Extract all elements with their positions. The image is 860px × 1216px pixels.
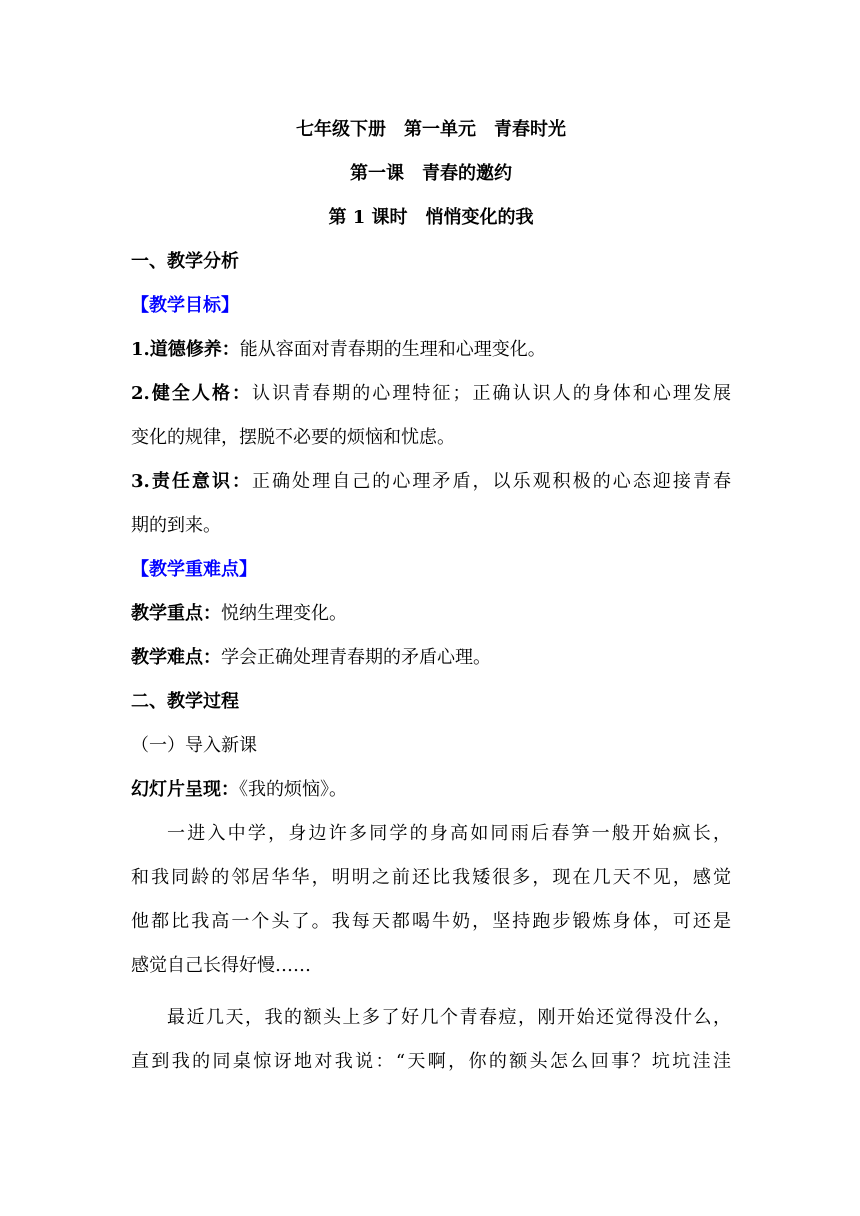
hard-point-text: 学会正确处理青春期的矛盾心理。 (221, 647, 491, 668)
slide-text: 《我的烦恼》。 (239, 779, 347, 800)
story-p1-line-1: 一进入中学，身边许多同学的身高如同雨后春笋一般开始疯长， (167, 823, 731, 844)
subsection-intro: （一）导入新课 (131, 735, 257, 756)
slide-line (131, 768, 731, 812)
key-point-label: 教学重点： (131, 603, 221, 624)
section-heading-analysis: 一、教学分析 (131, 251, 239, 272)
goal-2-line-1 (131, 372, 731, 416)
goal-3-line-2: 期的到来。 (131, 515, 221, 536)
keypoints-heading: 【教学重难点】 (131, 559, 257, 580)
unit-title: 七年级下册 第一单元 青春时光 (296, 119, 566, 140)
hard-point (131, 636, 731, 680)
story-p1-line-2: 和我同龄的邻居华华，明明之前还比我矮很多，现在几天不见，感觉 (131, 867, 731, 888)
story-p2-line-1: 最近几天，我的额头上多了好几个青春痘，刚开始还觉得没什么， (167, 1007, 731, 1028)
goal-1-label: 1.道德修养： (131, 339, 240, 360)
goal-2-text-a: 认识青春期的心理特征；正确认识人的身体和心理发展 (252, 383, 731, 404)
slide-label: 幻灯片呈现： (131, 779, 239, 800)
goals-heading: 【教学目标】 (131, 295, 239, 316)
key-point-text: 悦纳生理变化。 (221, 603, 347, 624)
goal-3-text-a: 正确处理自己的心理矛盾，以乐观积极的心态迎接青春 (252, 471, 731, 492)
story-p1-line-4: 感觉自己长得好慢…… (131, 955, 311, 976)
hard-point-label: 教学难点： (131, 647, 221, 668)
document-body (131, 108, 731, 1084)
lesson-title: 第一课 青春的邀约 (350, 163, 512, 184)
story-p2-line-2: 直到我的同桌惊讶地对我说：“天啊，你的额头怎么回事？坑坑洼洼 (131, 1051, 731, 1072)
goal-2-line-2: 变化的规律，摆脱不必要的烦恼和忧虑。 (131, 427, 455, 448)
key-point (131, 592, 731, 636)
goal-1 (131, 328, 731, 372)
goal-1-text: 能从容面对青春期的生理和心理变化。 (239, 339, 546, 360)
goal-3-label: 3.责任意识： (131, 471, 253, 492)
period-title: 第 1 课时 悄悄变化的我 (328, 207, 534, 228)
goal-3-line-1 (131, 460, 731, 504)
story-p1-line-3: 他都比我高一个头了。我每天都喝牛奶，坚持跑步锻炼身体，可还是 (131, 911, 731, 932)
goal-2-label: 2.健全人格： (131, 383, 253, 404)
section-heading-process: 二、教学过程 (131, 691, 239, 712)
